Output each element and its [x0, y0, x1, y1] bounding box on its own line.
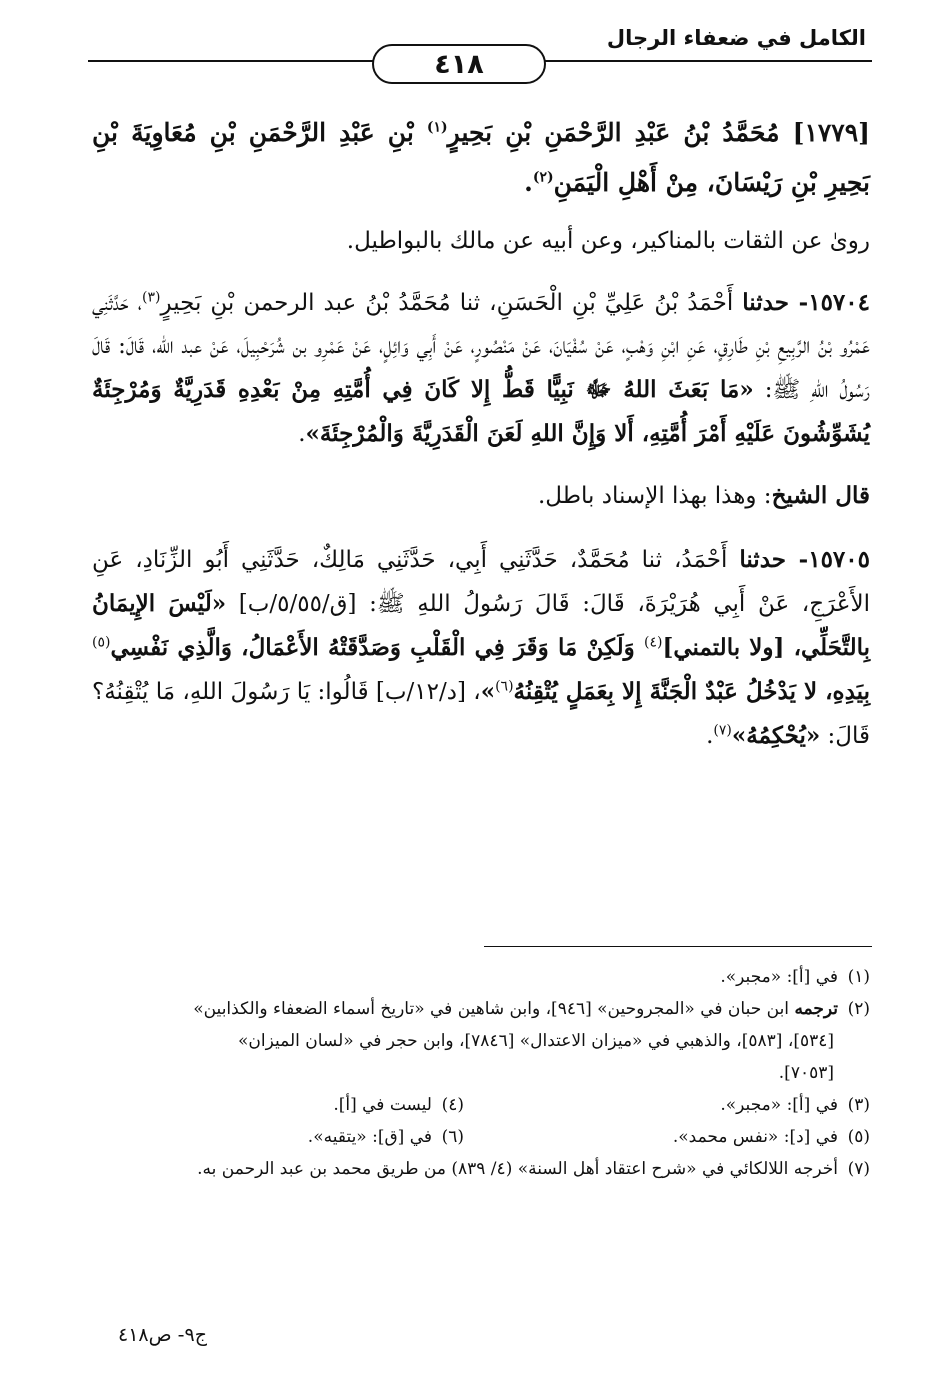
footnote-number: (٥) [847, 1127, 870, 1147]
footnotes [58, 962, 870, 1186]
footnote-number: (٦) [441, 1127, 464, 1147]
footnote-number: (٣) [847, 1095, 870, 1115]
footnote-ref-5: (٥) [92, 634, 111, 651]
entry-lineage: بْنِ عَبْدِ الرَّحْمَنِ بْنِ مُعَاوِيَةَ بْنِ بَحِيرِ بْنِ رَيْسَانَ، مِنْ أَهْلِ الْيَمَنِ [92, 118, 870, 197]
footnote-text: في [ق]: «يتقيه». [307, 1127, 432, 1147]
page-number: ٤١٨ [434, 48, 484, 80]
running-head-book-title: الكامل في ضعفاء الرجال [606, 26, 866, 50]
shaykh-comment [92, 474, 870, 518]
shaykh-text: : وهذا بهذا الإسناد باطل. [537, 483, 772, 509]
footnote-label: ترجمه [794, 999, 838, 1019]
footnote-number: (١) [847, 967, 870, 987]
footnote-ref-6: (٦) [495, 678, 514, 695]
footnote-ref-2: (٢) [532, 169, 554, 186]
hadith-end: . [298, 421, 306, 447]
hadith-end: . [706, 723, 714, 749]
haddathana-label: حدثنا [739, 546, 786, 573]
footnote-text: أخرجه اللالكائي في «شرح اعتقاد أهل السنة» (٤/ ٨٣٩) من طريق محمد بن عبد الرحمن به. [197, 1159, 838, 1179]
entry-end: . [524, 168, 533, 197]
footnote-2-end: [٧٠٥٣]. [778, 1063, 834, 1083]
footnote-separator [484, 946, 872, 947]
page-number-badge [372, 44, 546, 84]
footnote-1 [58, 962, 870, 992]
footnote-text: في [أ]: «مجبر». [720, 1095, 838, 1115]
entry-summary: روىٰ عن الثقات بالمناكير، وعن أبيه عن مالك بالبواطيل. [346, 228, 870, 254]
footnote-row-5-6 [58, 1122, 870, 1154]
footnote-number: (٧) [847, 1159, 870, 1179]
isnad-part-2: ، [د/١٢/ب] قَالُوا: يَا رَسُولَ اللهِ، مَا يُتْقِنُهُ؟ قَالَ: [92, 679, 870, 749]
haddathana-label: حدثنا [742, 289, 789, 316]
footnote-5 [464, 1122, 870, 1152]
matn-part-2: وَلَكِنْ مَا وَقَرَ فِي الْقَلْبِ وَصَدَّقَتْهُ الأَعْمَالُ، وَالَّذِي نَفْسِي [110, 634, 644, 661]
entry-name: [١٧٧٩] مُحَمَّدُ بْنُ عَبْدِ الرَّحْمَنِ بْنِ بَحِيرٍ [447, 118, 870, 147]
footnote-4 [58, 1090, 464, 1120]
matn-part-1: «لَيْسَ الإِيمَانُ بِالتَّحَلِّي، [ولا بالتمني] [92, 590, 871, 661]
footnote-6 [58, 1122, 464, 1152]
hadith-15705 [92, 538, 870, 758]
footnote-7 [58, 1154, 870, 1184]
footnote-2-continued: [٥٣٤]، [٥٨٣]، والذهبي في «ميزان الاعتدال» [٧٨٤٦]، وابن حجر في «لسان الميزان» [238, 1031, 834, 1051]
hadith-number: ١٥٧٠٤- [788, 289, 870, 316]
footnote-text: في [أ]: «مجبر». [720, 967, 838, 987]
footnote-text: ليست في [أ]. [333, 1095, 432, 1115]
isnad-part-1: أَحْمَدُ، ثنا مُحَمَّدٌ، حَدَّثَنِي أَبِي، حَدَّثَنِي مَالِكٌ، حَدَّثَنِي أَبُو الزِّنَادِ، عَنِ الأَعْرَجِ، عَنْ أَبِي هُرَيْرَةَ، قَالَ: قَالَ رَسُولُ اللهِ ﷺ: [ق/٥/٥٥/ب] [92, 547, 870, 617]
spacer [92, 456, 870, 474]
matn-close-quote: » [480, 678, 496, 705]
isnad-part-1: أَحْمَدُ بْنُ عَلِيِّ بْنِ الْحَسَنِ، ثنا مُحَمَّدُ بْنُ عبد الرحمن بْنِ بَحِيرٍ [160, 290, 743, 316]
footnote-ref-7: (٧) [713, 722, 732, 739]
footnote-text: ابن حبان في «المجروحين» [٩٤٦]، وابن شاهين في «تاريخ أسماء الضعفاء والكذابين» [193, 999, 795, 1019]
biography-entry-heading [92, 108, 870, 208]
volume-page-reference: ج٩- ص٤١٨ [118, 1324, 207, 1346]
footnote-text: في [د]: «نفس محمد». [672, 1127, 838, 1147]
spacer [92, 518, 870, 538]
isnad-part-2: ، حَدَّثَنِي عَمْرُو بْنُ الرَّبِيعِ بْنِ طَارِقٍ، عَنِ ابْنِ وَهْبٍ، عَنْ سُفْيَانَ، عَنْ مَنْصُورٍ، عَنْ أَبِي وَائِلٍ، عَنْ عَمْرِو بن شُرَحْبِيلَ، عَنْ عبد الله، قَالَ: قَالَ رَسُولُ اللهِ ﷺ: [92, 290, 870, 403]
footnote-number: (٤) [441, 1095, 464, 1115]
matn-answer: «يُحْكِمُهُ» [731, 722, 821, 749]
main-text [92, 108, 870, 758]
spacer [92, 263, 870, 281]
footnote-2 [58, 994, 870, 1024]
matn-part-3: بِيَدِهِ، لا يَدْخُلُ عَبْدٌ الْجَنَّةَ إِلا بِعَمَلٍ يُتْقِنُهُ [513, 678, 871, 705]
footnote-3 [464, 1090, 870, 1120]
footnote-ref-4: (٤) [643, 634, 663, 651]
hadith-number: ١٥٧٠٥- [786, 546, 870, 573]
footnote-ref-3: (٣) [142, 289, 161, 306]
hadith-matn: «مَا بَعَثَ اللهُ ﷻ نَبِيًّا قَطُّ إِلا كَانَ فِي أُمَّتِهِ مِنْ بَعْدِهِ قَدَرِيَّةٌ وَمُرْجِئَةٌ يُشَوِّشُونَ عَلَيْهِ أَمْرَ أُمَّتِهِ، أَلا وَإِنَّ اللهِ لَعَنَ الْقَدَرِيَّةَ وَالْمُرْجِئَةَ» [92, 376, 870, 447]
footnote-ref-1: (١) [426, 119, 448, 136]
footnote-row-3-4 [58, 1090, 870, 1122]
spacer [92, 208, 870, 220]
footnote-number: (٢) [847, 999, 870, 1019]
hadith-15704 [92, 281, 870, 456]
shaykh-label: قال الشيخ [771, 482, 870, 509]
